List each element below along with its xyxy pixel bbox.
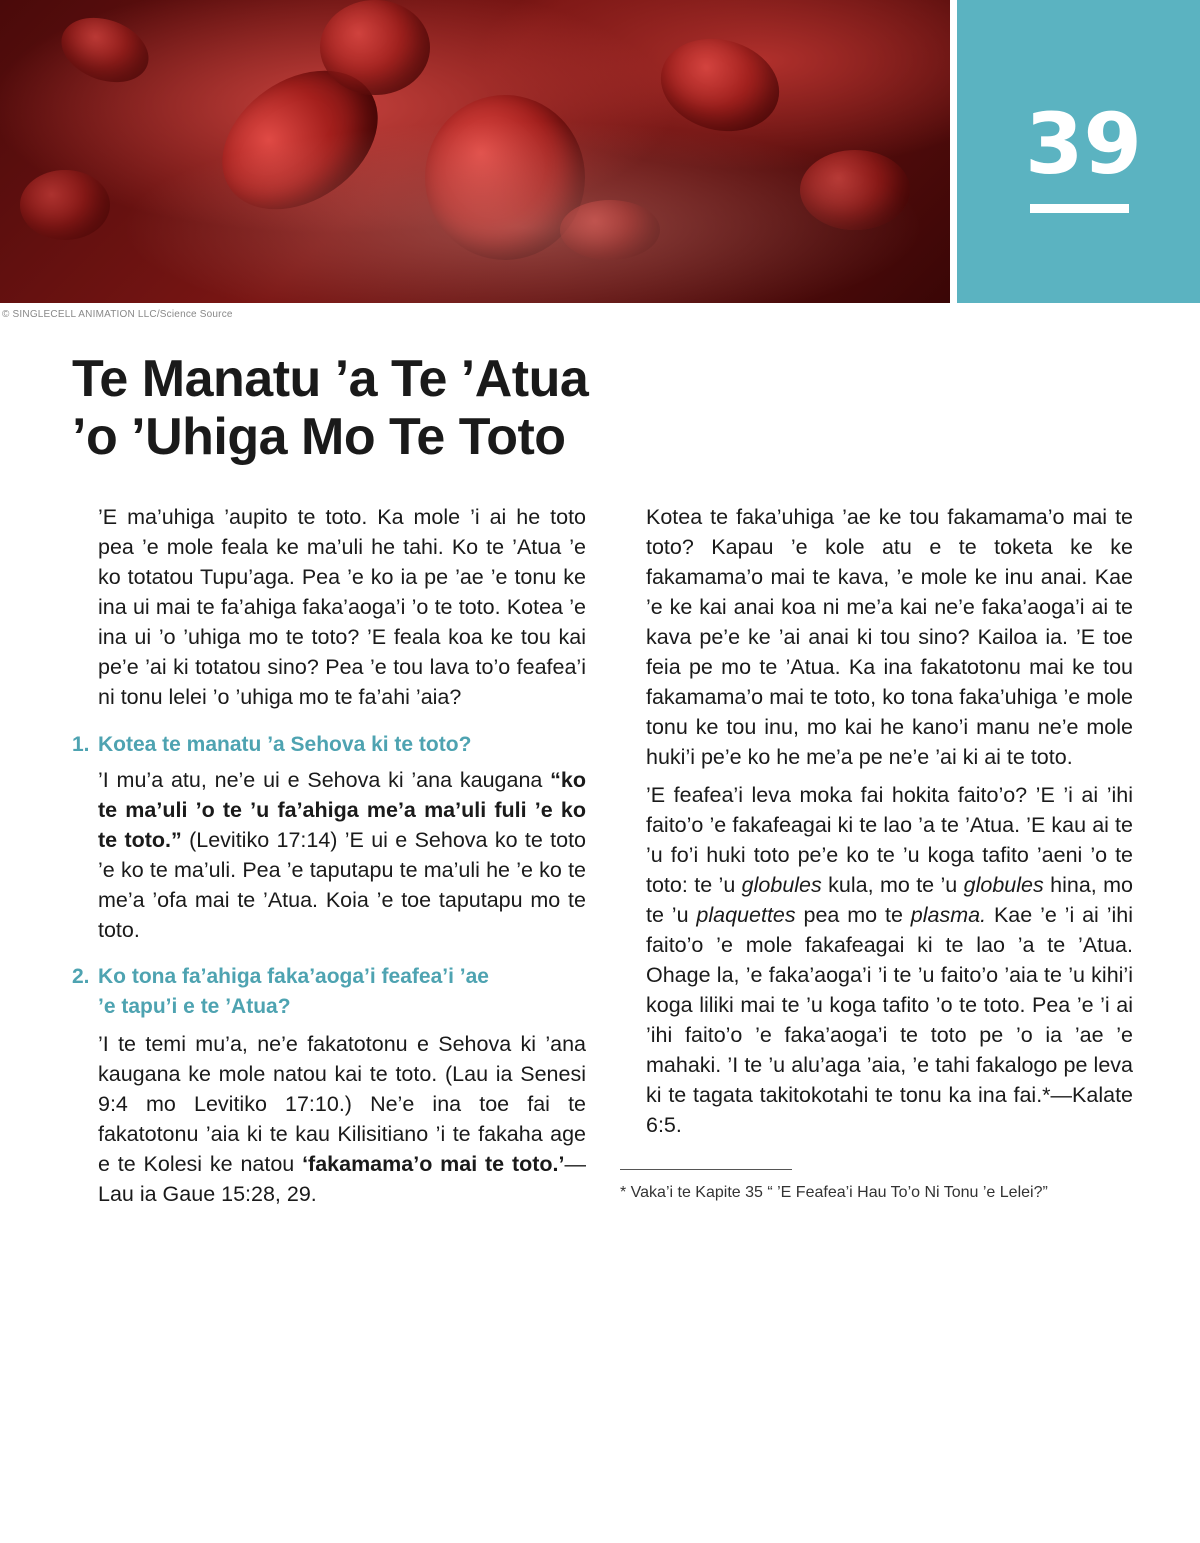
question-2-heading [72,962,592,1022]
right-p2-text: pea mo te [795,903,911,927]
footnote-divider [620,1169,792,1170]
footnote[interactable]: * Vaka’i te Kapite 35 “ ’E Feafea’i Hau To’o Ni Tonu ’e Lelei?” [620,1184,1048,1201]
right-p2-text: ’E feafea’i leva moka fai hokita faito’o? ’E ’i ai ’ihi faito’o ’e fakafeagai ki te lao ’a te ’Atua. ’E kau ai te ’u fo’i huki toto pe’e ko te ’u koga tafito ’aeni ’o te toto: te ’u [646,783,1133,897]
intro-paragraph: ’E ma’uhiga ’aupito te toto. Ka mole ’i ai he toto pea ’e mole feala ke ma’uli he tahi. Ko te ’Atua ’e ko totatou Tupu’aga. Pea ’e ko ia pe ’ae ’e tonu ke ina ui mai te fa’ahiga faka’aoga’i ’o te toto. Kotea ’e ina ui ’o ’uhiga mo te toto? ’E feala koa ke tou kai pe’e ’ai ki totatou sino? Pea ’e tou lava to’o feafea’i ni tonu lelei ’o ’uhiga mo te fa’ahi ’aia? [98,505,586,709]
right-p2-italic: plaquettes [696,903,796,927]
title-line-2: ’o ’Uhiga Mo Te Toto [72,408,566,466]
question-1-heading [72,730,592,760]
section-2-quote: ‘fakamama’o mai te toto.’ [302,1152,565,1176]
section-1-text-end: (Levitiko 17:14) ’E ui e Sehova ko te toto ’e ko te ma’uli. Pea ’e taputapu te ma’uli he ’e ko te me’a ’ofa mai te ’Atua. Koia ’e toe taputapu mo te toto. [98,828,586,942]
right-p2-text: hina, mo te ’u [646,873,1134,927]
page-title [72,350,632,466]
section-2-text-start: ’I te temi mu’a, ne’e fakatotonu e Sehova ki ’ana kaugana ke mole natou kai te toto. (Lau ia Senesi 9:4 mo Levitiko 17:10.) Ne’e ina toe fai te fakatotonu ’aia ki te kau Kilisitiano ’i te fakaha age e te Kolesi ke natou [98,1032,586,1176]
title-line-1: Te Manatu ’a Te ’Atua [72,350,589,408]
section-1-paragraph [98,765,586,945]
chapter-number: 39 [1025,95,1142,193]
question-2-text-line-2: ’e tapu’i e te ’Atua? [98,995,291,1018]
question-2-text-line-1: Ko tona fa’ahiga faka’aoga’i feafea’i ’ae [98,965,489,988]
section-2-text-end: —Lau ia Gaue 15:28, 29. [98,1152,586,1206]
right-p2-text: kula, mo te ’u [821,873,964,897]
right-paragraph-1: Kotea te faka’uhiga ’ae ke tou fakamama’o mai te toto? Kapau ’e kole atu e te toketa ke ke fakamama’o mai te kava, ’e mole ke inu anai. Kae ’e ke kai anai koa ni me’a kai ne’e faka’aoga’i ai te kava pe’e ke ’ai anai ki tou sino? Kailoa ia. ’E toe feia pe mo te ’Atua. Ka ina fakatotonu mai ke tou fakamama’o mai te toto, ko tona faka’uhiga ’e mole tonu ke tou inu, mo kai he kano’i manu ne’e mole huki’i pe’e ko he me’a pe ne’e ’ai ki ai te toto. [646,505,1133,769]
section-2-body [98,1029,586,1209]
chapter-underline [1030,204,1129,213]
question-2-number: 2. [72,965,90,988]
right-column [646,502,1133,1140]
right-p2-text: Kae ’e ’i ai ’ihi faito’o ’e mole fakafeagai ki te lao ’a te ’Atua. Ohage la, ’e faka’aoga’i ’i te ’u faito’o ’aia te ’u kihi’i koga liliki mai te ’u koga tafito ’o te toto. Pea ’e ’i ai ’ihi faito’o ’e faka’aoga’i te toto pe ’o ia ’ae ’e mahaki. ’I te ’u alu’aga ’aia, ’e tahi fakalogo pe leva ki te tagata takitokotahi te tonu ka ina fai.*—Kalate 6:5. [646,903,1133,1137]
section-1-text-start: ’I mu’a atu, ne’e ui e Sehova ki ’ana kaugana [98,768,551,792]
question-1-number: 1. [72,733,90,756]
section-1-body [98,765,586,945]
left-column [98,502,586,712]
right-p2-italic: plasma. [910,903,987,927]
right-paragraph-2 [646,780,1133,1140]
image-credit: © SINGLECELL ANIMATION LLC/Science Source [2,309,233,320]
section-2-paragraph [98,1029,586,1209]
header-image [0,0,950,303]
right-p2-italic: globules [963,873,1044,897]
section-1-quote: “ko te ma’uli ’o te ’u fa’ahiga me’a ma’uli fuli ’e ko te toto.” [98,768,586,852]
question-1-text: Kotea te manatu ’a Sehova ki te toto? [98,733,472,756]
right-p2-italic: globules [741,873,822,897]
